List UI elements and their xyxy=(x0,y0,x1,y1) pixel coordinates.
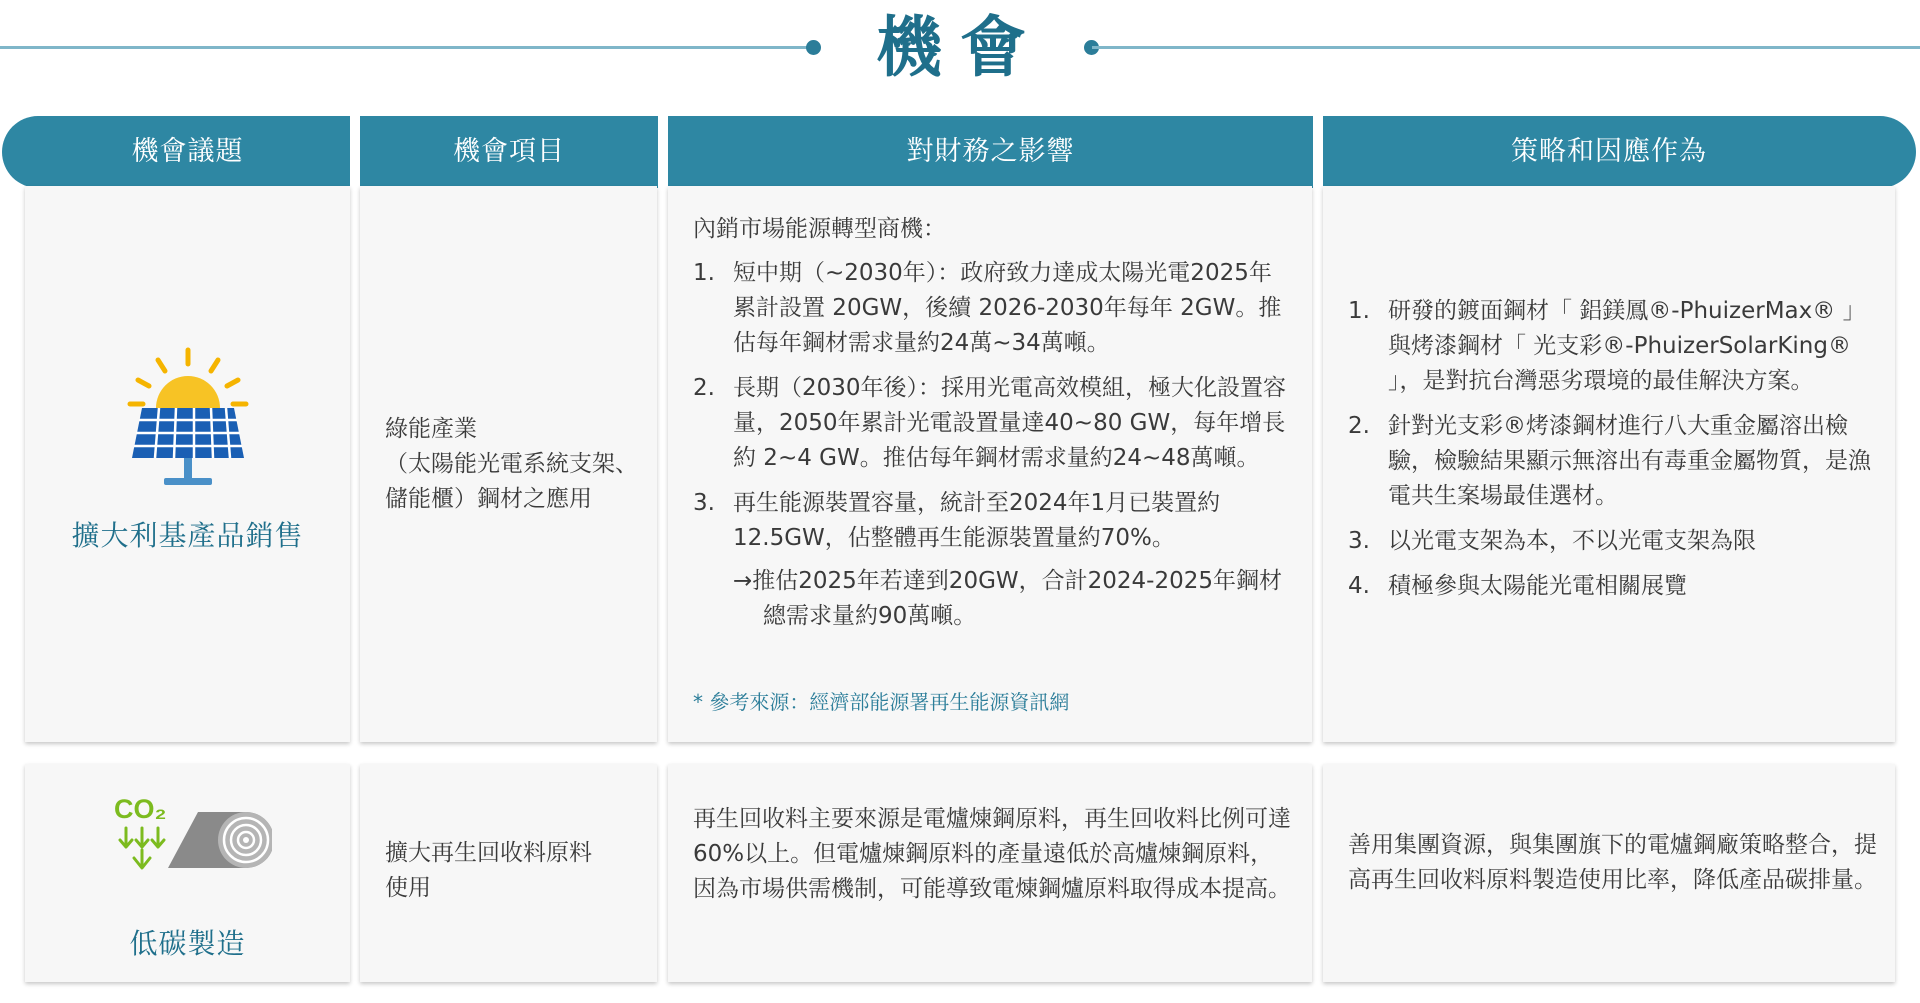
list-item: 3. 以光電支架為本，不以光電支架為限 xyxy=(1348,528,1756,554)
row2-finance-cell xyxy=(668,764,1312,982)
header-separator xyxy=(658,116,668,188)
issue-label: 低碳製造 xyxy=(129,927,246,960)
title-line-right xyxy=(1092,46,1920,49)
header-opportunity-issue: 機會議題 xyxy=(131,136,244,167)
strategy-list xyxy=(1348,294,1878,614)
item-line: 使用 xyxy=(385,875,431,901)
list-item: 1. 研發的鍍面鋼材「 鋁鎂鳳®-PhuizerMax® 」與烤漆鋼材「 光支彩®-PhuizerSolarKing® 」，是對抗台灣惡劣環境的最佳解決方案。 xyxy=(1348,298,1866,394)
arrow-note: →推估2025年若達到20GW，合計2024-2025年鋼材總需求量約90萬噸。 xyxy=(733,568,1283,629)
row1-finance-cell xyxy=(668,186,1312,742)
strategy-text: 善用集團資源，與集團旗下的電爐鋼廠策略整合，提高再生回收料原料製造使用比率，降低產品碳排量。 xyxy=(1348,832,1877,893)
co2-steel-coil-icon xyxy=(112,792,272,884)
opportunity-item-text xyxy=(385,836,650,906)
row2-item-cell xyxy=(360,764,657,982)
header-financial-impact: 對財務之影響 xyxy=(906,136,1075,167)
finance-intro: 內銷市場能源轉型商機： xyxy=(693,216,946,242)
row2-issue-cell xyxy=(25,764,350,982)
row1-item-cell xyxy=(360,186,657,742)
item-line: 擴大再生回收料原料 xyxy=(385,840,592,866)
solar-panel-icon xyxy=(118,346,258,496)
title-dot-left xyxy=(806,40,821,55)
header-strategy: 策略和因應作為 xyxy=(1511,136,1707,167)
header-separator xyxy=(350,116,360,188)
header-separator xyxy=(1313,116,1323,188)
svg-text:CO₂: CO₂ xyxy=(114,794,167,824)
row1-strategy-cell xyxy=(1323,186,1895,742)
finance-points-list xyxy=(693,256,1293,634)
reference-note: * 參考來源：經濟部能源署再生能源資訊網 xyxy=(693,690,1070,714)
title-line-left xyxy=(0,46,812,49)
item-line: （太陽能光電系統支架、 xyxy=(385,451,638,477)
list-item: 1. 短中期（~2030年）：政府致力達成太陽光電2025年累計設置 20GW，後續 2026-2030年每年 2GW。推估每年鋼材需求量約24萬~34萬噸。 xyxy=(693,260,1282,356)
issue-label: 擴大利基產品銷售 xyxy=(71,519,304,552)
list-item: 2. 針對光支彩®烤漆鋼材進行八大重金屬溶出檢驗，檢驗結果顯示無溶出有毒重金屬物質，是漁電共生案場最佳選材。 xyxy=(1348,413,1871,509)
row1-issue-cell xyxy=(25,186,350,742)
list-item: 2. 長期（2030年後）：採用光電高效模組，極大化設置容量，2050年累計光電設置量達40~80 GW，每年增長約 2~4 GW。推估每年鋼材需求量約24~48萬噸。 xyxy=(693,375,1287,471)
header-opportunity-item: 機會項目 xyxy=(453,136,565,167)
item-line: 儲能櫃）鋼材之應用 xyxy=(385,486,592,512)
item-line: 綠能產業 xyxy=(385,416,477,442)
opportunity-item-text xyxy=(385,412,650,517)
row2-strategy-cell xyxy=(1323,764,1895,982)
list-item: 3. 再生能源裝置容量，統計至2024年1月已裝置約12.5GW，佔整體再生能源裝置量約70%。 xyxy=(693,490,1221,551)
page-title: 機會 xyxy=(876,8,1044,86)
list-item: 4. 積極參與太陽能光電相關展覽 xyxy=(1348,573,1687,599)
finance-text: 再生回收料主要來源是電爐煉鋼原料，再生回收料比例可達60%以上。但電爐煉鋼原料的產量遠低於高爐煉鋼原料，因為市場供需機制，可能導致電煉鋼爐原料取得成本提高。 xyxy=(693,806,1291,902)
